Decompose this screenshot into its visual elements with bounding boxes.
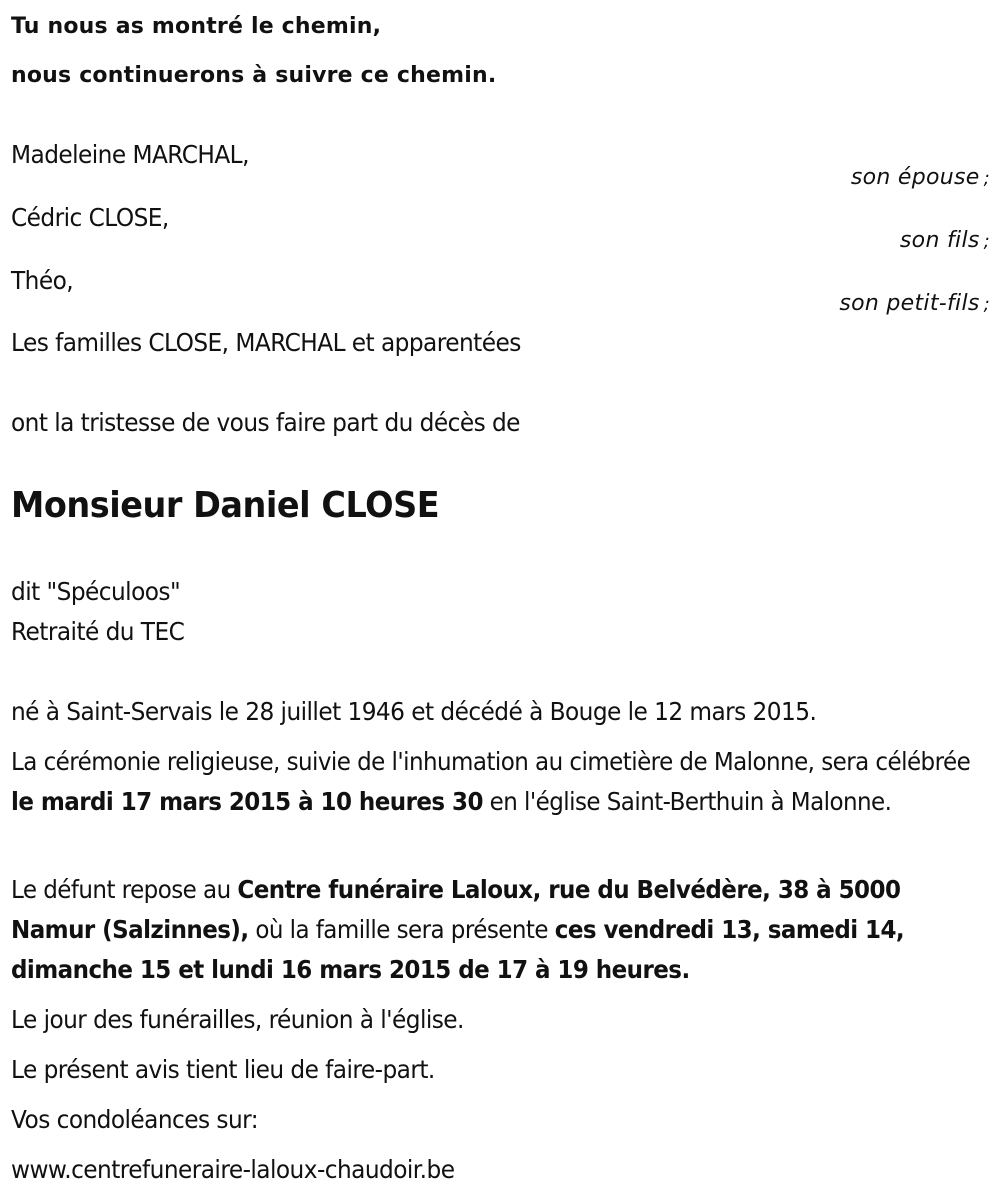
family-member-relation xyxy=(851,164,990,193)
deceased-occupation: Retraité du TEC xyxy=(11,617,185,646)
funeral-day-text: Le jour des funérailles, réunion à l'église. xyxy=(11,1005,464,1034)
funeral-home-address: Centre funéraire Laloux, rue du Belvédère, 38 à 5000 Namur (Salzinnes), xyxy=(11,875,901,944)
epigraph-line-2: nous continuerons à suivre ce chemin. xyxy=(11,63,497,88)
relation-text: son épouse xyxy=(850,165,980,190)
deceased-nickname: dit "Spéculoos" xyxy=(11,577,181,606)
relation-text: son petit-fils xyxy=(839,291,980,316)
condolences-label: Vos condoléances sur: xyxy=(11,1105,259,1134)
ceremony-date: le mardi 17 mars 2015 à 10 heures 30 xyxy=(11,787,483,816)
condolences-link[interactable]: www.centrefuneraire-laloux-chaudoir.be xyxy=(11,1155,455,1184)
ceremony-location: en l'église Saint-Berthuin à Malonne. xyxy=(482,787,892,816)
family-member-name: Cédric CLOSE, xyxy=(11,203,169,232)
relation-separator: ; xyxy=(983,231,990,252)
family-member-name: Théo, xyxy=(11,266,74,295)
visitation-times: ces vendredi 13, samedi 14, dimanche 15 et lundi 16 mars 2015 de 17 à 19 heures. xyxy=(11,915,905,984)
family-member-relation xyxy=(900,227,990,256)
family-member-name: Madeleine MARCHAL, xyxy=(11,140,249,169)
birth-death-text: né à Saint-Servais le 28 juillet 1946 et décédé à Bouge le 12 mars 2015. xyxy=(11,697,817,726)
visitation-text-middle: où la famille sera présente xyxy=(248,915,555,944)
epigraph-line-1: Tu nous as montré le chemin, xyxy=(11,14,382,39)
visitation-paragraph xyxy=(11,870,986,990)
notice-text: Le présent avis tient lieu de faire-part. xyxy=(11,1055,435,1084)
families-line: Les familles CLOSE, MARCHAL et apparentées xyxy=(11,328,521,357)
visitation-text: Le défunt repose au xyxy=(11,875,238,904)
relation-separator: ; xyxy=(983,294,990,315)
announcement-text: ont la tristesse de vous faire part du décès de xyxy=(11,408,520,437)
family-member-relation xyxy=(839,290,990,319)
ceremony-text: La cérémonie religieuse, suivie de l'inhumation au cimetière de Malonne, sera célébrée xyxy=(11,747,971,776)
relation-text: son fils xyxy=(899,228,980,253)
deceased-name: Monsieur Daniel CLOSE xyxy=(11,485,440,526)
relation-separator: ; xyxy=(983,168,990,189)
ceremony-paragraph xyxy=(11,742,986,822)
